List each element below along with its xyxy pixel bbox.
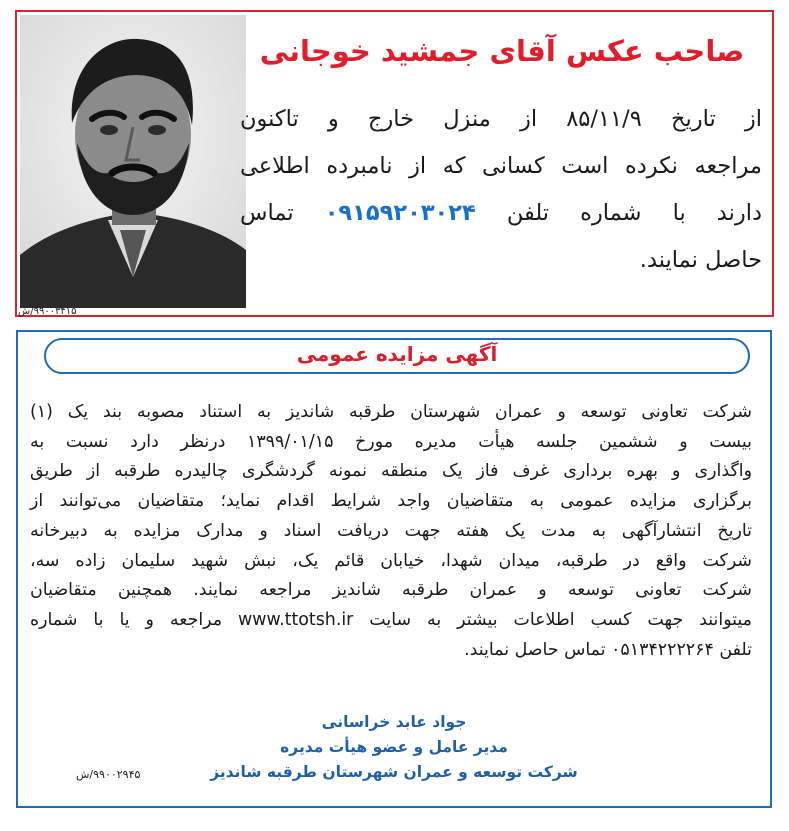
auction-ad: [16, 330, 772, 808]
body-line: واگذاری و بهره برداری غرف فاز یک منطقه نمونه گردشگری چالیدره طرقبه از طریق: [30, 461, 752, 482]
portrait-photo: [20, 15, 246, 308]
ad-body: [30, 398, 752, 665]
signer-name: جواد عابد خراسانی: [321, 713, 467, 731]
signer-position: مدیر عامل و عضو هیأت مدیره: [280, 738, 508, 756]
body-line: تلفن ۰۵۱۳۴۲۲۲۲۶۴ تماس حاصل نمایند.: [464, 639, 752, 660]
body-line: مراجعه نکرده است کسانی که از نامبرده اطلاعی: [240, 153, 762, 179]
body-line: بیست و ششمین جلسه هیأت مدیره مورخ ۱۳۹۹/۰۱/۱۵ درنظر دارد نسبت به: [30, 431, 752, 452]
ad-body: [240, 96, 762, 284]
ad-title: آگهی مزایده عمومی: [296, 342, 498, 366]
signer-company: شرکت توسعه و عمران شهرستان طرقبه شاندیز: [210, 763, 578, 781]
ad-title: صاحب عکس آقای جمشید خوجانی: [259, 34, 745, 68]
missing-person-ad: [15, 10, 774, 317]
phone-number: ۰۹۱۵۹۲۰۳۰۲۴: [324, 200, 476, 226]
body-line: تاریخ انتشارآگهی به مدت یک هفته جهت دریافت اسناد و مدارک مزایده به دبیرخانه: [30, 520, 752, 541]
body-line: برگزاری مزایده عمومی به متقاضیان واجد شرایط اقدام نماید؛ متقاضیان می‌توانند از: [30, 491, 752, 512]
portrait-illustration: [20, 15, 246, 308]
body-line: شرکت تعاونی توسعه و عمران شهرستان طرقبه شاندیز به استناد مصوبه بند یک (۱): [30, 402, 752, 422]
body-line: میتوانند جهت کسب اطلاعات بیشتر به سایت www.ttotsh.ir مراجعه و یا با شماره: [30, 609, 752, 630]
body-text: دارند با شماره تلفن: [506, 200, 763, 226]
body-line-phone: [240, 190, 762, 237]
body-line: شرکت واقع در طرقبه، میدان شهدا، خیابان قائم یک، نبش شهید سلیمان زاده سه،: [30, 550, 752, 571]
ad-title-banner: [44, 338, 750, 374]
body-line: از تاریخ ۸۵/۱۱/۹ از منزل خارج و تاکنون: [240, 106, 762, 132]
body-line: حاصل نمایند.: [639, 247, 762, 273]
body-line: شرکت تعاونی توسعه و عمران طرقبه شاندیز مراجعه نمایند. همچنین متقاضیان: [30, 580, 752, 601]
ad-reference-code: ۹۹۰۰۲۹۴۵/ش: [76, 768, 141, 781]
body-text: تماس: [240, 200, 294, 226]
ad-reference-code: ۹۹۰۰۳۴۱۵/ش: [18, 306, 77, 317]
